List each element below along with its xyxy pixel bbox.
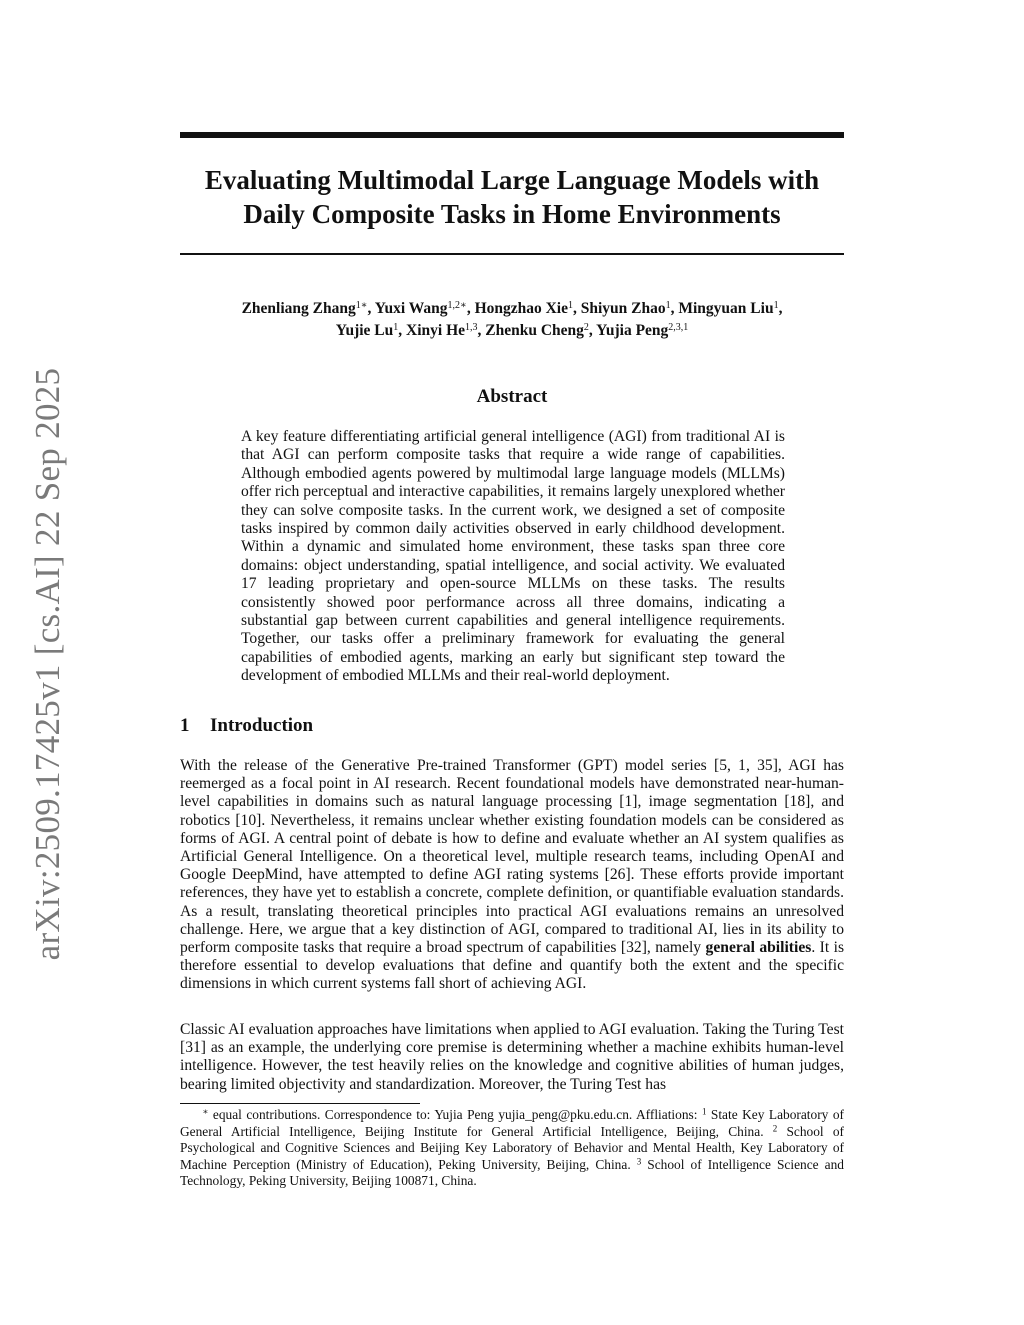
title-line-1: Evaluating Multimodal Large Language Models with (204, 165, 820, 195)
footnote-text: School of Psychological and Cognitive Sciences and Beijing Key Laboratory of Behavior and Mental Health, Key Laboratory of Machine Perception (Ministry of Education), Peking University, Beijing, China. (180, 1123, 844, 1172)
paper-title (180, 163, 844, 231)
title-line-2: Daily Composite Tasks in Home Environments (243, 199, 781, 229)
footnote-rule (180, 1103, 420, 1104)
title-bottom-rule (180, 253, 844, 255)
intro-paragraph-2: Classic AI evaluation approaches have limitations when applied to AGI evaluation. Taking the Turing Test [31] as an example, the underlying core premise is determining whether a machine exhibits human-level intelligence. However, the test heavily relies on the knowledge and cognitive abilities of human judges, bearing limited objectivity and standardization. Moreover, the Turing Test has (180, 1021, 844, 1093)
footnote-mark: 2 (772, 1123, 778, 1134)
author-name: Zhenku Cheng (485, 322, 584, 339)
author-affiliation: 1,3 (465, 322, 478, 333)
abstract-text: A key feature differentiating artificial general intelligence (AGI) from traditional AI is that AGI can perform composite tasks that require a wide range of capabilities. Although embodied agents powered by multimodal large language models (MLLMs) offer rich perceptual and interactive capabilities, it remains largely unexplored whether they can solve composite tasks. In the current work, we designed a set of composite tasks inspired by common daily activities observed in early childhood development. Within a dynamic and simulated home environment, these tasks span three core domains: object understanding, spatial intelligence, and social activity. We evaluated 17 leading proprietary and open-source MLLMs on these tasks. The results consistently showed poor performance across all three domains, indicating a substantial gap between current capabilities and general intelligence requirements. Together, our tasks offer a preliminary framework for evaluating the general capabilities of embodied agents, marking an early but significant step toward the development of embodied MLLMs and their real-world deployment. (241, 428, 785, 685)
author-name: Yuxi Wang (374, 300, 448, 317)
footnote (180, 1107, 844, 1190)
author-name: Yujie Lu (335, 322, 394, 339)
author-separator: , (466, 300, 475, 317)
general-abilities-bold: general abilities (705, 939, 812, 957)
author-affiliation: 1 (568, 300, 573, 311)
author-separator: , (778, 300, 783, 317)
section-number: 1 (180, 715, 190, 736)
author-separator: , (477, 322, 486, 339)
footnote-mark: 3 (636, 1156, 642, 1167)
intro-p1-text-end: . It is therefore essential to develop evaluations that define and quantify both the extent and the specific dimensions in which current systems fall short of achieving AGI. (180, 939, 845, 993)
author-separator: , (367, 300, 375, 317)
title-top-rule (180, 132, 844, 138)
section-title: Introduction (210, 715, 314, 736)
author-name: Xinyi He (406, 322, 466, 339)
author-affiliation: 1 (773, 300, 779, 311)
author-name: Shiyun Zhao (580, 300, 666, 317)
author-separator: , (573, 300, 581, 317)
author-affiliation: 1,2∗ (447, 300, 467, 311)
author-separator: , (588, 322, 597, 339)
author-separator: , (398, 322, 407, 339)
footnote-mark: ∗ (202, 1106, 209, 1117)
author-affiliation: 2 (583, 322, 589, 333)
footnote-text: equal contributions. Correspondence to: Yujia Peng yujia_peng@pku.edu.cn. Affliations: (208, 1107, 702, 1122)
section-heading-introduction (180, 715, 313, 737)
author-name: Hongzhao Xie (474, 300, 568, 317)
author-affiliation: 1∗ (355, 300, 368, 311)
intro-paragraph-1 (180, 757, 844, 994)
intro-p1-text: With the release of the Generative Pre-trained Transformer (GPT) model series [5, 1, 35], AGI has reemerged as a focal point in AI research. Recent foundational models have demonstrated near-human-level capabilities in domains such as natural language processing [1], image segmentation [18], and robotics [10]. Nevertheless, it remains unclear whether existing foundation models can be considered as forms of AGI. A central point of debate is how to define and evaluate whether an AI system qualifies as Artificial General Intelligence. On a theoretical level, multiple research teams, including OpenAI and Google DeepMind, have attempted to define AGI rating systems [26]. These efforts provide important references, they have yet to establish a concrete, complete definition, or quantifiable evaluation standards. As a result, translating theoretical principles into practical AGI evaluations remains an unresolved challenge. Here, we argue that a key distinction of AGI, compared to traditional AI, lies in its ability to perform composite tasks that require a broad spectrum of capabilities [32], namely (180, 757, 844, 957)
author-name: Yujia Peng (596, 322, 669, 339)
author-list (180, 298, 844, 342)
abstract-heading: Abstract (476, 386, 548, 407)
author-affiliation: 1 (393, 322, 399, 333)
footnote-text: School of Intelligence Science and Technology, Peking University, Beijing 100871, China. (180, 1156, 844, 1189)
author-separator: , (670, 300, 679, 317)
author-name: Mingyuan Liu (678, 300, 774, 317)
author-name: Zhenliang Zhang (241, 300, 356, 317)
arxiv-stamp: arXiv:2509.17425v1 [cs.AI] 22 Sep 2025 (28, 367, 67, 961)
footnote-mark: 1 (701, 1106, 707, 1117)
author-affiliation: 2,3,1 (668, 322, 689, 333)
footnote-text: State Key Laboratory of General Artificial Intelligence, Beijing Institute for General Artificial Intelligence, Beijing, China. (180, 1107, 844, 1139)
author-affiliation: 1 (665, 300, 671, 311)
